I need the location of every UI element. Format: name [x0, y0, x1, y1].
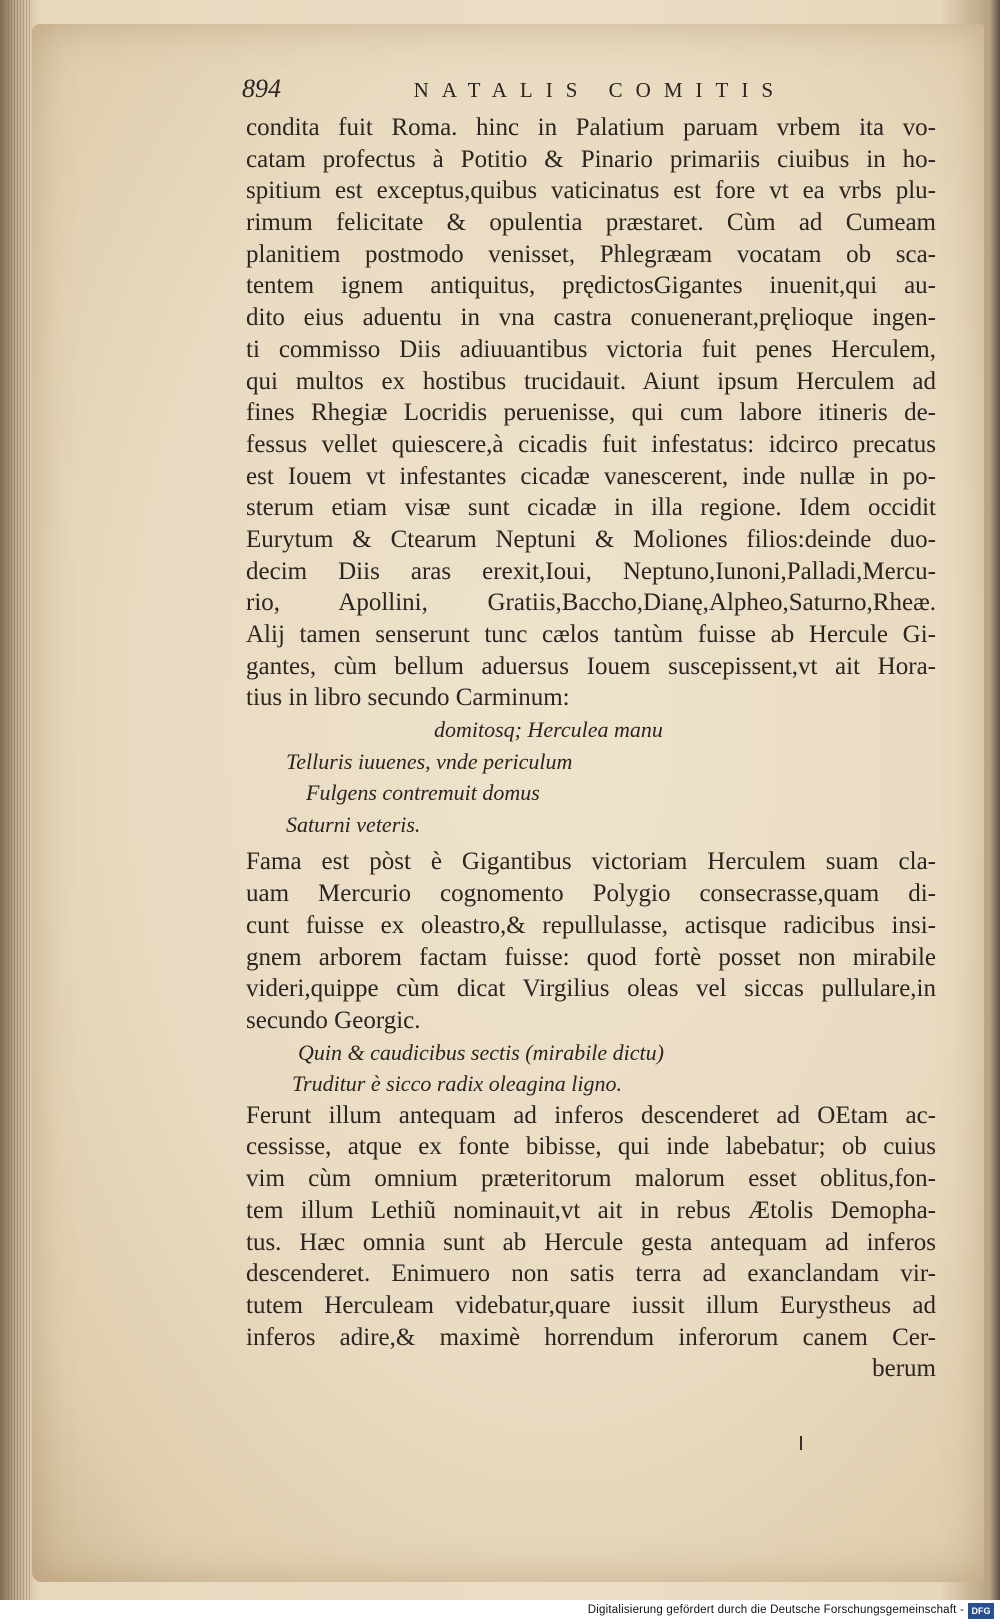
text-line: Eurytum & Ctearum Neptuni & Moliones filios:deinde duo- [246, 525, 936, 553]
text-block [242, 74, 936, 1385]
text-line: cessisse, atque ex fonte bibisse, qui inde labebatur; ob cuius [246, 1133, 936, 1161]
text-line: tem illum Lethiũ nominauit,vt ait in rebus Ætolis Demopha- [246, 1196, 936, 1224]
text-line: videri,quippe cùm dicat Virgilius oleas vel siccas pullulare,in [246, 975, 936, 1003]
text-line: est Iouem vt infestantes cicadæ vanescerent, inde nullæ in po- [246, 462, 936, 490]
text-line: secundo Georgic. [246, 1006, 421, 1034]
paragraph-1 [246, 112, 936, 714]
verse-line: Telluris iuuenes, vnde periculum [286, 748, 573, 774]
text-line: condita fuit Roma. hinc in Palatium paruam vrbem ita vo- [246, 114, 936, 141]
text-line: rimum felicitate & opulentia præstaret. Cùm ad Cumeam [246, 209, 936, 237]
text-line: cunt fuisse ex oleastro,& repullulasse, actisque radicibus insi- [246, 911, 936, 939]
dfg-logo-icon: DFG [968, 1603, 994, 1619]
text-line: fines Rhegiæ Locridis peruenisse, qui cum labore itineris de- [246, 399, 936, 427]
text-line: Alij tamen senserunt tunc cælos tantùm fuisse ab Hercule Gi- [246, 621, 936, 648]
digitization-footer [0, 1600, 1000, 1624]
verse-line: Truditur è sicco radix oleagina ligno. [292, 1071, 622, 1097]
text-line: Fama est pòst è Gigantibus victoriam Herculem suam cla- [246, 848, 936, 876]
running-title: NATALIS COMITIS [413, 78, 786, 102]
text-line: descenderet. Enimuero non satis terra ad exanclandam vir- [246, 1260, 936, 1288]
text-line: planitiem postmodo venisset, Phlegræam vocatam ob sca- [246, 240, 936, 268]
text-line: rio, Apollini, Gratiis,Baccho,Dianę,Alpheo,Saturno,Rheæ. [246, 589, 936, 617]
text-line: gnem arborem factam fuisse: quod fortè posset non mirabile [246, 943, 936, 971]
text-line: uam Mercurio cognomento Polygio consecrasse,quam di- [246, 880, 936, 908]
text-line: tius in libro secundo Carminum: [246, 684, 570, 712]
text-line: qui multos ex hostibus trucidauit. Aiunt ipsum Herculem ad [246, 367, 936, 395]
text-line: inferos adire,& maximè horrendum inferorum canem Cer- [246, 1323, 936, 1351]
paragraph-2 [246, 846, 936, 1036]
text-line: Ferunt illum antequam ad inferos descenderet ad OEtam ac- [246, 1101, 936, 1129]
text-line: ti commisso Diis adiuuantibus victoria fuit penes Herculem, [246, 335, 936, 363]
verse-line: Quin & caudicibus sectis (mirabile dictu) [298, 1039, 664, 1065]
page-header [242, 74, 936, 112]
page-number: 894 [242, 74, 281, 103]
text-line: tutem Herculeam videbatur,quare iussit illum Eurystheus ad [246, 1291, 936, 1319]
text-line: catam profectus à Potitio & Pinario primariis ciuibus in ho- [246, 145, 936, 173]
ink-mark [800, 1436, 802, 1450]
text-line: gantes, cùm bellum aduersus Iouem suscepissent,vt ait Hora- [246, 652, 936, 680]
text-line: sterum etiam visæ sunt cicadæ in illa regione. Idem occidit [246, 494, 936, 522]
catchword: berum [872, 1355, 936, 1383]
verse-line: Saturni veteris. [286, 811, 421, 837]
paragraph-3 [246, 1100, 936, 1354]
verse-quote-virgil [246, 1037, 936, 1100]
verse-line: Fulgens contremuit domus [306, 780, 540, 806]
verse-line: domitosq; Herculea manu [434, 717, 663, 743]
text-line: fessus vellet quiescere,à cicadis fuit infestatus: idcirco precatus [246, 430, 936, 458]
footer-credit: Digitalisierung gefördert durch die Deutsche Forschungsgemeinschaft - [587, 1604, 964, 1616]
verse-quote-horace [246, 714, 936, 840]
text-line: spitium est exceptus,quibus vaticinatus est fore vt ea vrbs plu- [246, 177, 936, 205]
text-line: decim Diis aras erexit,Ioui, Neptuno,Iunoni,Palladi,Mercu- [246, 557, 936, 585]
text-line: tus. Hæc omnia sunt ab Hercule gesta antequam ad inferos [246, 1228, 936, 1256]
text-line: tentem ignem antiquitus, prędictosGigantes inuenit,qui au- [246, 272, 936, 300]
text-line: dito eius aduentu in vna castra conuenerant,pręlioque ingen- [246, 304, 936, 332]
text-line: vim cùm omnium præteritorum malorum esset oblitus,fon- [246, 1165, 936, 1193]
